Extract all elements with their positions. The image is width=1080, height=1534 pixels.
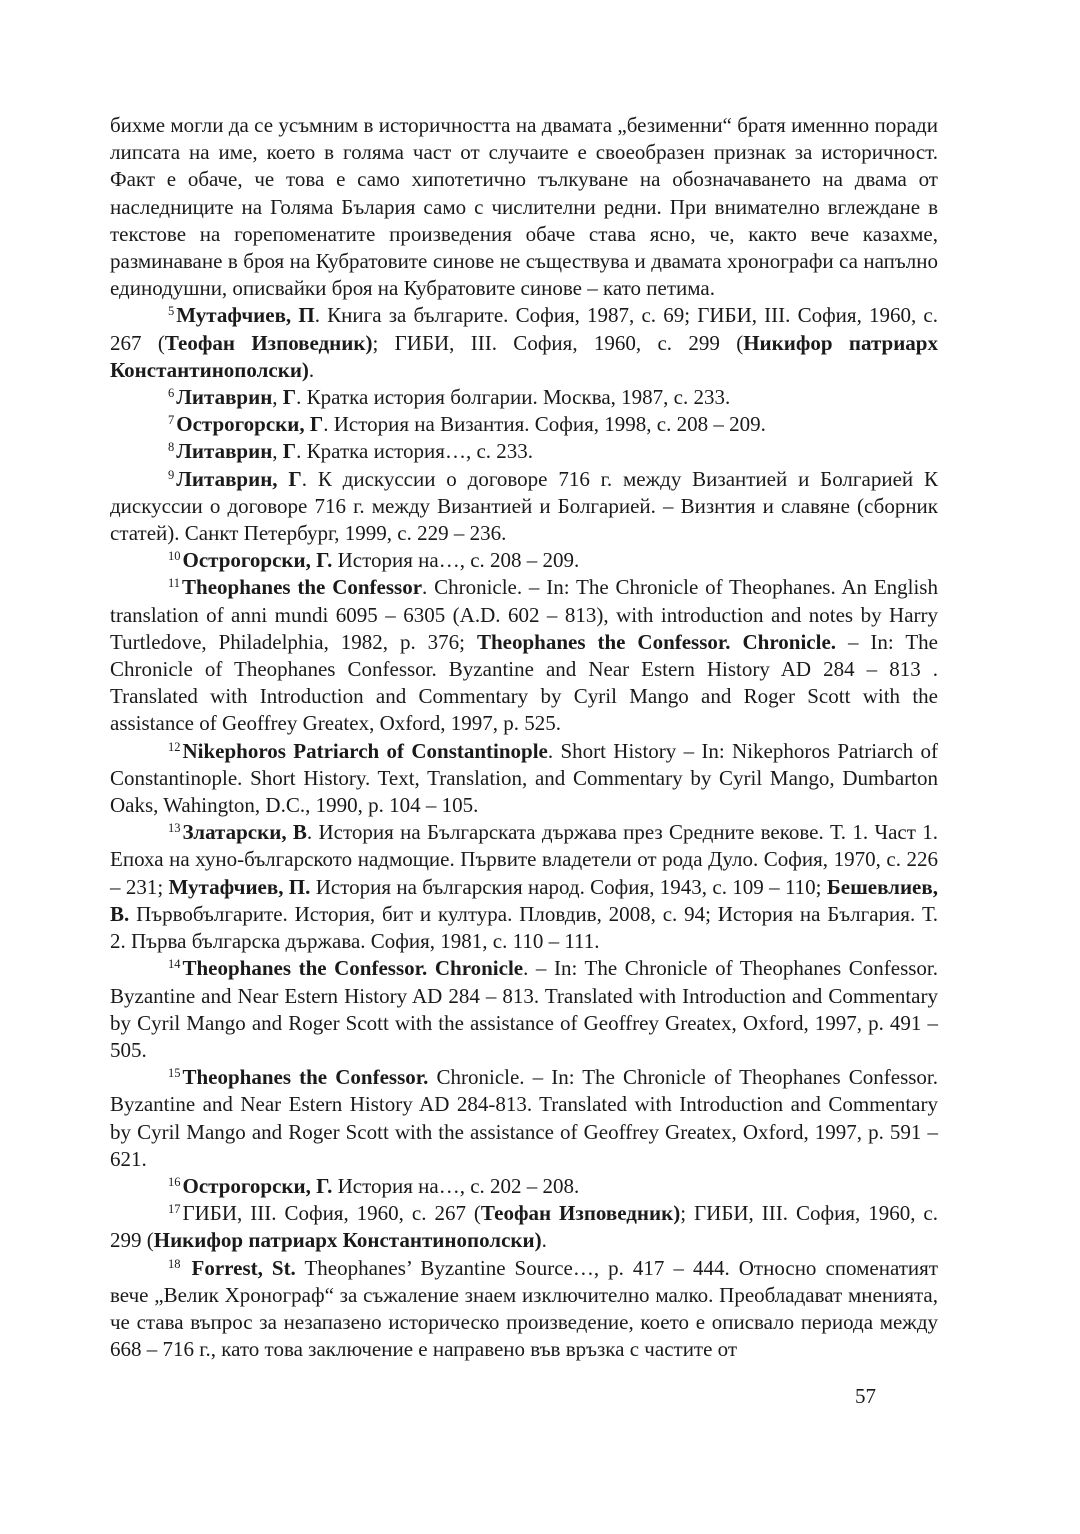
footnote-number: 8 [168, 440, 175, 455]
footnote-5 [110, 302, 938, 384]
footnote-number: 17 [168, 1202, 181, 1217]
footnote-number: 6 [168, 386, 175, 401]
footnote-bold-text: Теофан Изповедник) [164, 330, 373, 355]
footnote-number: 10 [168, 549, 181, 564]
footnote-text: . [308, 357, 315, 382]
footnote-bold-text: Острогорски, Г. [182, 548, 333, 573]
footnote-text: Първобългарите. История, бит и култура. Пловдив, 2008, с. 94; История на България. Т. 2. Първа българска държава. София, 1981, с. 110 – 111. [110, 901, 938, 954]
footnote-text: . Книга за българите. София, 1987, с. 69; ГИБИ, III. София, 1960, с. 267 ( [110, 303, 938, 355]
footnote-8 [110, 438, 938, 465]
footnote-number: 11 [168, 576, 181, 591]
footnote-text: – In: The Chronicle of Theophanes Confessor. Byzantine and Near Estern History AD 284 – 813 . Translated with Introduction and Commentary by Cyril Mango and Roger Scott with the assistance of Geoffrey Greatex, Oxford, 1997, p. 525. [110, 629, 938, 736]
footnote-bold-text: Никифор патриарх Константинополски) [153, 1228, 542, 1253]
footnote-number: 16 [168, 1174, 181, 1189]
footnote-text: ГИБИ, III. София, 1960, с. 267 ( [182, 1201, 481, 1226]
footnote-number: 15 [168, 1066, 181, 1081]
footnote-number: 14 [168, 957, 181, 972]
footnote-text: . История на Византия. София, 1998, с. 208 – 209. [323, 412, 766, 437]
footnote-18 [110, 1255, 938, 1364]
footnote-text: Chronicle. – In: The Chronicle of Theophanes Confessor. Byzantine and Near Estern History AD 284-813. Translated with Introduction and Commentary by Cyril Mango and Roger Scott with the assistance of Geoffrey Greatex, Oxford, 1997, p. 591 – 621. [110, 1065, 938, 1171]
footnote-text: История на…, с. 202 – 208. [332, 1173, 580, 1198]
footnote-text: , [272, 385, 283, 410]
footnote-text [183, 1256, 192, 1280]
footnotes-list [110, 302, 938, 1363]
footnote-text: ; ГИБИ, III. София, 1960, с. 299 ( [110, 1201, 938, 1253]
footnote-bold-text: Теофан Изповедник) [480, 1201, 681, 1226]
text-body [110, 112, 938, 1363]
footnote-bold-text: Theophanes the Confessor. Chronicle. [476, 629, 837, 654]
footnote-bold-text: Theophanes the Confessor. Chronicle [182, 956, 524, 981]
footnote-12 [110, 738, 938, 820]
intro-paragraph: бихме могли да се усъмним в историчността на двамата „безименни“ братя именнно поради липсата на име, което в голяма част от случаите е своеобразен признак за историчност. Факт е обаче, че това е само хипотетично тълкуване на обозначаването на двама от наследниците на Голяма Бълария само с числителни редни. При внимателно вглеждане в текстове на горепоменатите произведения обаче става ясно, че, както вече казахме, разминаване в броя на Кубратовите синове не съществува и двамата хронографи са напълно единодушни, описвайки броя на Кубратовите синове – като петима. [110, 113, 938, 301]
footnote-text: ; ГИБИ, III. София, 1960, с. 299 ( [372, 330, 744, 355]
footnote-text: . Кратка история…, с. 233. [296, 439, 534, 464]
footnote-bold-text: Мутафчиев, П. [168, 874, 311, 899]
footnote-bold-text: Литаврин, Г [176, 466, 302, 491]
page-number: 57 [855, 1384, 876, 1408]
footnote-bold-text: Theophanes the Confessor. [182, 1065, 429, 1090]
footnote-bold-text: Nikephoros Patriarch of Constantinople [182, 738, 548, 763]
footnote-text: История на българския народ. София, 1943, с. 109 – 110; [310, 874, 827, 899]
footnote-text: . Chronicle. – In: The Chronicle of Theophanes. An English translation of anni mundi 6095 – 6305 (A.D. 602 – 813), with introduction and notes by Harry Turtledove, Philadelphia, 1982, p. 376; [110, 575, 938, 654]
footnote-number: 7 [168, 413, 175, 428]
footnote-text: . Short History – In: Nikephoros Patriarch of Constantinople. Short History. Text, Translation, and Commentary by Cyril Mango, Dumbarton Oaks, Wahington, D.C., 1990, p. 104 – 105. [110, 738, 938, 818]
footnote-text: . Кратка история болгарии. Москва, 1987, с. 233. [296, 385, 731, 410]
footnote-9 [110, 466, 938, 548]
footnote-bold-text: Литаврин [176, 385, 273, 410]
footnote-text: , [272, 439, 283, 464]
footnote-text: . К дискуссии о договоре 716 г. между Византией и Болгарией К дискуссии о договоре 716 г. между Византией и Болгарией. – Визнтия и славяне (сборник статей). Санкт Петербург, 1999, с. 229 – 236. [110, 466, 938, 546]
footnote-text: Theophanes’ Byzantine Source…, p. 417 – 444. Относно споменатият вече „Велик Хронограф“ за съжаление знаем изключително малко. Преобладават мненията, че става въпрос за незапазено историческо произведение, което е описвало периода между 668 – 716 г., като това заключение е направено във връзка с частите от [110, 1255, 939, 1362]
footnote-text: . История на Българската държава през Средните векове. Т. 1. Част 1. Епоха на хуно-българското надмощие. Първите владетели от рода Дуло. София, 1970, с. 226 – 231; [110, 820, 939, 899]
footnote-bold-text: Theophanes the Confessor [182, 575, 423, 600]
footnote-14 [110, 955, 938, 1064]
footnote-bold-text: Литаврин [176, 439, 273, 464]
footnote-number: 18 [168, 1256, 181, 1271]
footnote-13 [110, 819, 938, 955]
footnote-number: 9 [168, 467, 175, 482]
footnote-text: . – In: The Chronicle of Theophanes Confessor. Byzantine and Near Estern History AD 284 – 813. Translated with Introduction and Commentary by Cyril Mango and Roger Scott with the assistance of Geoffrey Greatex, Oxford, 1997, p. 491 – 505. [110, 956, 939, 1062]
footnote-17 [110, 1200, 938, 1254]
footnote-bold-text: Бешевлиев, В. [110, 874, 938, 926]
footnote-16 [110, 1173, 938, 1200]
footnote-number: 5 [168, 304, 175, 319]
footnote-6 [110, 384, 938, 411]
footnote-10 [110, 547, 938, 574]
footnote-bold-text: Forrest, St. [191, 1255, 296, 1280]
footnote-bold-text: Мутафчиев, П [176, 303, 315, 328]
footnote-text: История на…, с. 208 – 209. [332, 548, 580, 573]
footnote-bold-text: Г [282, 439, 297, 464]
footnote-bold-text: Острогорски, Г [176, 412, 324, 437]
footnote-7 [110, 411, 938, 438]
footnote-number: 12 [168, 739, 181, 754]
footnote-bold-text: Острогорски, Г. [182, 1173, 333, 1198]
footnote-bold-text: Златарски, В [182, 820, 307, 845]
footnote-bold-text: Г [282, 385, 297, 410]
footnote-15 [110, 1064, 938, 1173]
footnote-11 [110, 574, 938, 737]
footnote-bold-text: Никифор патриарх Константинополски) [110, 330, 938, 382]
footnote-text: . [541, 1228, 547, 1253]
footnote-number: 13 [168, 821, 181, 836]
